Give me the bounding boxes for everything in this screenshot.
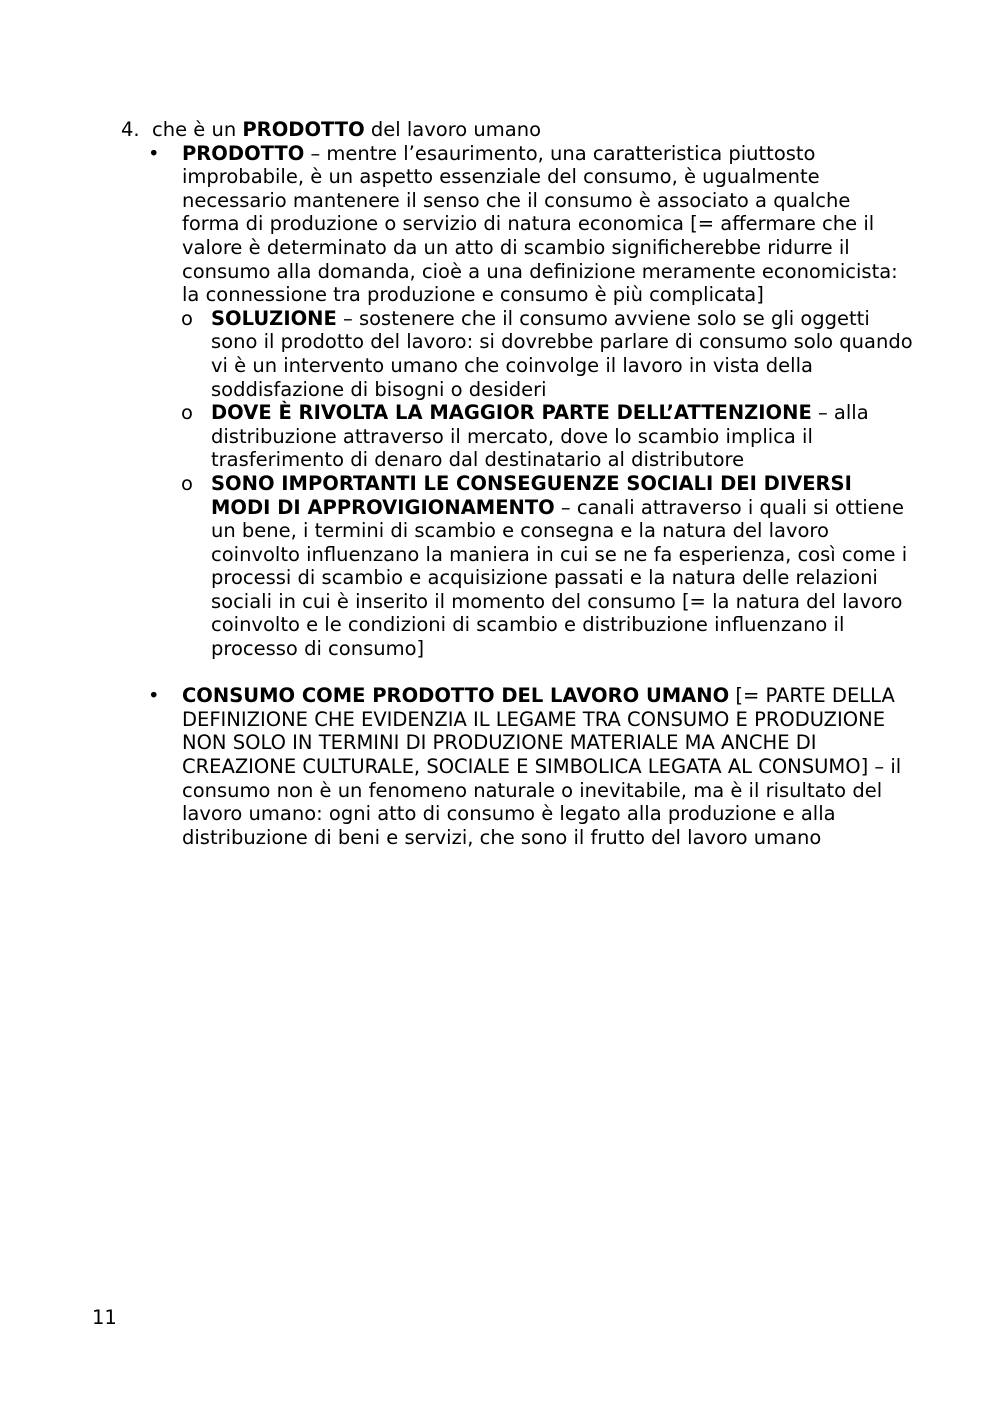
circle-bullet-icon: o — [181, 471, 193, 495]
numbered-item-text-before: che è un — [152, 118, 243, 141]
sub-item-conseguenze — [0, 472, 914, 661]
sub-item-text: – sostenere che il consumo avviene solo se gli oggetti sono il prodotto del lavoro: si dovrebbe parlare di consumo solo quando vi è un intervento umano che coinvolge il lavoro in vista della soddisfazione di bisogni o desideri — [211, 306, 913, 401]
numbered-item-4 — [0, 118, 1000, 142]
bullet-text: [= PARTE DELLA DEFINIZIONE CHE EVIDENZIA IL LEGAME TRA CONSUMO E PRODUZIONE NON SOLO IN TERMINI DI PRODUZIONE MATERIALE MA ANCHE DI CREAZIONE CULTURALE, SOCIALE E SIMBOLICA LEGATA AL CONSUMO] – il consumo non è un fenomeno naturale o inevitabile, ma è il risultato del lavoro umano: ogni atto di consumo è legato alla produzione e alla distribuzione di beni e servizi, che sono il frutto del lavoro umano — [182, 684, 902, 849]
sub-item-bold-term: DOVE È RIVOLTA LA MAGGIOR PARTE DELL’ATTENZIONE — [211, 401, 812, 425]
page-number: 11 — [92, 1306, 117, 1329]
numbered-item-text-after: del lavoro umano — [364, 118, 542, 141]
circle-bullet-icon: o — [181, 306, 193, 330]
bullet-icon: • — [148, 684, 160, 708]
numbered-item-bold: PRODOTTO — [242, 118, 365, 141]
sub-item-bold-term: SOLUZIONE — [211, 306, 337, 330]
sub-item-soluzione — [0, 307, 914, 401]
bullet-text: – mentre l’esaurimento, una caratteristica piuttosto improbabile, è un aspetto essenziale del consumo, è ugualmente necessario mantenere il senso che il consumo è associato a qualche forma di produzione o servizio di natura economica [= affermare che il valore è determinato da un atto di scambio significherebbe ridurre il consumo alla domanda, cioè a una definizione meramente economicista: la connessione tra produzione e consumo è più complicata] — [182, 141, 898, 307]
bullet-icon: • — [148, 141, 160, 165]
sub-item-bold-term: SONO IMPORTANTI LE CONSEGUENZE SOCIALI DEI DIVERSI MODI DI APPROVIGIONAMENTO — [211, 471, 852, 519]
bullet-item-prodotto — [0, 142, 912, 307]
spacer — [0, 661, 1000, 685]
sub-list — [0, 307, 1000, 661]
bullet-item-consumo — [0, 684, 912, 849]
sub-item-text: – alla distribuzione attraverso il mercato, dove lo scambio implica il trasferimento di denaro dal destinatario al distributore — [211, 401, 869, 472]
sub-item-attenzione — [0, 401, 914, 472]
list-number: 4. — [121, 118, 140, 141]
circle-bullet-icon: o — [181, 401, 193, 425]
bullet-bold-term: CONSUMO COME PRODOTTO DEL LAVORO UMANO — [182, 684, 730, 708]
page-content — [0, 118, 1000, 849]
bullet-bold-term: PRODOTTO — [182, 141, 305, 165]
sub-item-text: – canali attraverso i quali si ottiene un bene, i termini di scambio e consegna e la natura del lavoro coinvolto influenzano la maniera in cui se ne fa esperienza, così come i processi di scambio e acquisizione passati e la natura delle relazioni sociali in cui è inserito il momento del consumo [= la natura del lavoro coinvolto e le condizioni di scambio e distribuzione influenzano il processo di consumo] — [211, 495, 908, 661]
